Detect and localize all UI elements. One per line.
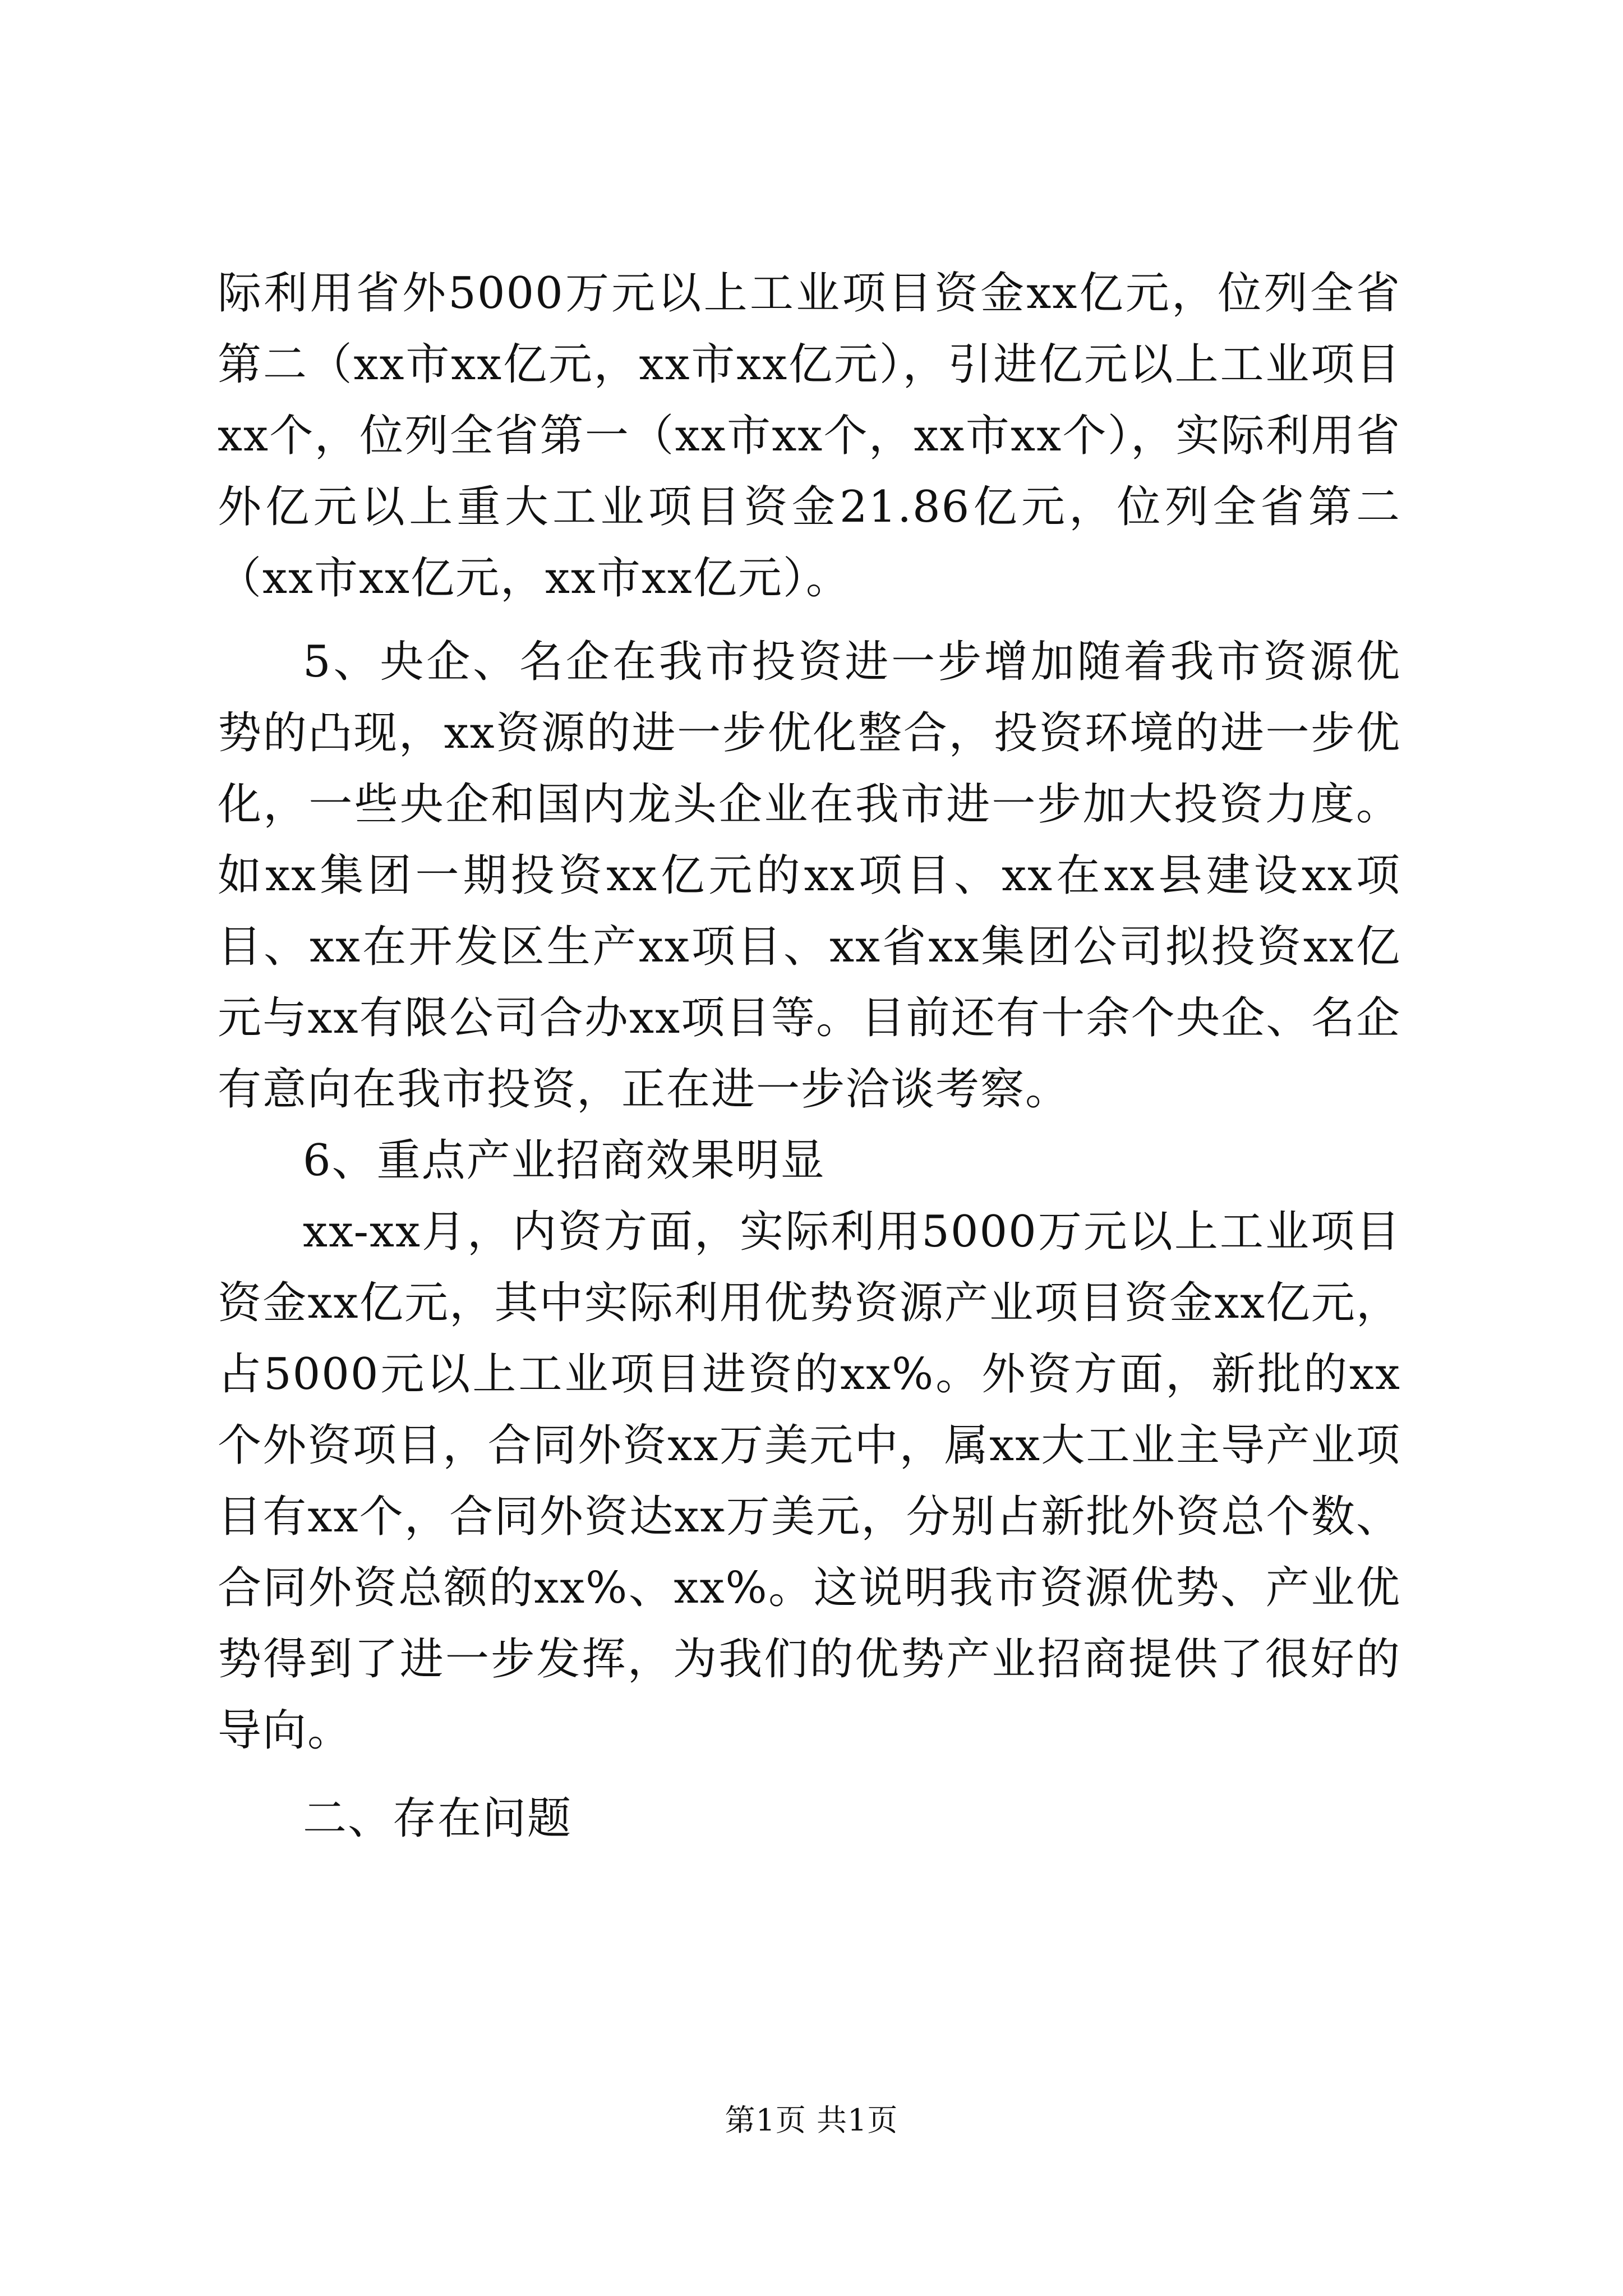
page-footer: 第1页 共1页 [725, 2102, 898, 2138]
paragraph-key-industries-heading: 6、重点产业招商效果明显 [303, 1135, 826, 1186]
section-heading-problems: 二、存在问题 [303, 1793, 573, 1844]
paragraph-key-industries-detail: xx-xx月，内资方面，实际利用5000万元以上工业项目资金xx亿元，其中实际利用优势资源产业项目资金xx亿元，占5000元以上工业项目进资的xx%。外资方面，新批的xx个外资项目，合同外资xx万美元中，属xx大工业主导产业项目有xx个，合同外资达xx万美元，分别占新批外资总个数、合同外资总额的xx%、xx%。这说明我市资源优势、产业优势得到了进一步发挥，为我们的优势产业招商提供了很好的导向。 [218, 1207, 1401, 1756]
paragraph-investment-summary: 际利用省外5000万元以上工业项目资金xx亿元，位列全省第二（xx市xx亿元，xx市xx亿元），引进亿元以上工业项目xx个，位列全省第一（xx市xx个，xx市xx个），实际利用省外亿元以上重大工业项目资金21.86亿元，位列全省第二（xx市xx亿元，xx市xx亿元）。 [218, 268, 1401, 604]
paragraph-central-enterprises: 5、央企、名企在我市投资进一步增加随着我市资源优势的凸现，xx资源的进一步优化整合，投资环境的进一步优化，一些央企和国内龙头企业在我市进一步加大投资力度。如xx集团一期投资xx亿元的xx项目、xx在xx县建设xx项目、xx在开发区生产xx项目、xx省xx集团公司拟投资xx亿元与xx有限公司合办xx项目等。目前还有十余个央企、名企有意向在我市投资，正在进一步洽谈考察。 [218, 637, 1401, 1115]
document-body [218, 258, 1401, 1855]
